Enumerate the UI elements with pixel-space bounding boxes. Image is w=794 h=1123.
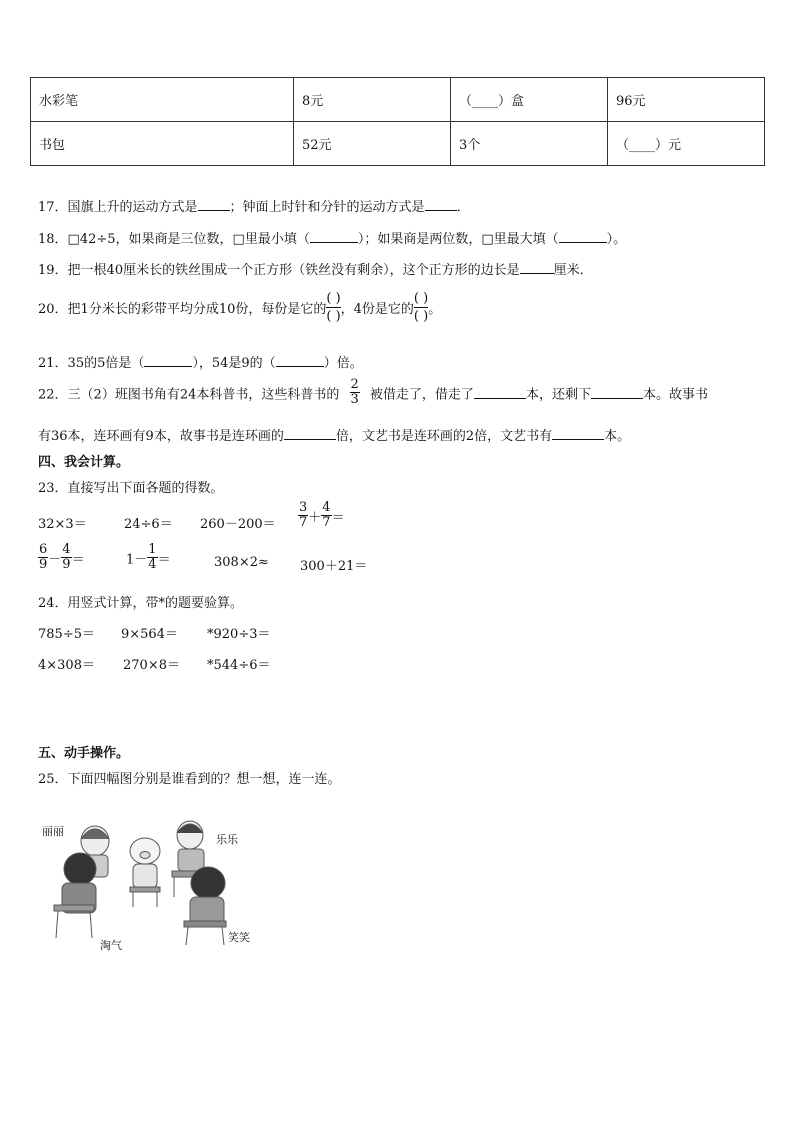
q18-text-b: ）；如果商是两位数，□里最大填（ (357, 232, 559, 247)
q20-text-a: 20．把1分米长的彩带平均分成10份，每份是它的 (38, 302, 327, 317)
question-19 (38, 259, 593, 278)
table-row (31, 122, 765, 166)
question-22-line1 (38, 378, 708, 408)
table-cell: 3个 (451, 122, 608, 166)
q17-text-a: 17．国旗上升的运动方式是 (38, 200, 198, 215)
question-21 (38, 352, 363, 371)
q22-text-d: 本。故事书 (642, 387, 708, 403)
calc-item: *920÷3＝ (207, 627, 271, 642)
q17-text-c: ． (456, 200, 470, 215)
q23-title: 23．直接写出下面各题的得数。 (38, 481, 224, 496)
q25-title: 25．下面四幅图分别是谁看到的？想一想，连一连。 (38, 772, 341, 787)
q18-text-a: 18．□42÷5，如果商是三位数，□里最小填（ (38, 232, 310, 247)
label-lili: 丽丽 (42, 825, 64, 838)
table-cell: 96元 (608, 78, 765, 122)
answer-blank[interactable] (284, 427, 336, 440)
answer-fraction[interactable]: ( ) ( ) (326, 291, 341, 324)
calc-item: 300＋21＝ (300, 559, 368, 574)
answer-blank[interactable] (474, 386, 526, 399)
label-taoqi: 淘气 (100, 939, 122, 952)
q19-text-b: 厘米． (553, 263, 593, 278)
calc-item: 9×564＝ (121, 627, 178, 642)
children-around-pig-illustration (40, 813, 250, 953)
q18-text-c: ）。 (606, 232, 627, 247)
q20-text-c: 。 (428, 302, 442, 317)
calc-fraction-sum: $\frac{3}{7}$ ＋ $\frac{4}{7}$ ＝ (299, 500, 345, 531)
table-cell: 8元 (294, 78, 451, 122)
question-20 (38, 292, 441, 323)
table-row (31, 78, 765, 122)
calc-item: 785÷5＝ (38, 627, 95, 642)
calc-fraction-diff: $\frac{6}{9}$ － $\frac{4}{9}$ ＝ (39, 542, 85, 573)
table-cell: 水彩笔 (31, 78, 294, 122)
q21-text-a: 21．35的5倍是（ (38, 356, 145, 371)
q24-title: 24．用竖式计算，带*的题要验算。 (38, 596, 244, 611)
calc-item: 24÷6＝ (124, 517, 173, 532)
question-18 (38, 228, 626, 247)
price-table (30, 77, 765, 166)
q20-text-b: ，4份是它的 (340, 302, 414, 317)
calc-item: *544÷6＝ (207, 658, 271, 673)
answer-blank[interactable] (198, 198, 230, 211)
table-cell: 52元 (294, 122, 451, 166)
question-22-line2 (38, 425, 630, 444)
section-heading: 五、动手操作。 (38, 746, 130, 761)
label-xiaoxiao: 笑笑 (228, 931, 250, 944)
q21-text-b: ），54是9的（ (192, 356, 276, 371)
q22-text-c: 本，还剩下 (525, 387, 591, 403)
table-cell: （____）盒 (451, 78, 608, 122)
answer-blank[interactable] (591, 386, 643, 399)
q22-text-e: 有36本，连环画有9本，故事书是连环画的 (38, 429, 284, 444)
calc-item: 4×308＝ (38, 658, 95, 673)
table-cell: （____）元 (608, 122, 765, 166)
question-17 (38, 196, 470, 215)
answer-blank[interactable] (552, 427, 604, 440)
table-cell: 书包 (31, 122, 294, 166)
q22-text-b: 被借走了，借走了 (369, 387, 474, 403)
calc-fraction-one-minus: 1－ $\frac{1}{4}$ ＝ (126, 542, 171, 573)
answer-blank[interactable] (425, 198, 457, 211)
answer-blank[interactable] (310, 230, 358, 243)
q19-text-a: 19．把一根40厘米长的铁丝围成一个正方形（铁丝没有剩余），这个正方形的边长是 (38, 263, 520, 278)
calc-item: 270×8＝ (123, 658, 180, 673)
section-heading: 四、我会计算。 (38, 455, 130, 470)
answer-blank[interactable] (520, 261, 554, 274)
answer-blank[interactable] (276, 354, 324, 367)
calc-item: 260－200＝ (200, 517, 276, 532)
q22-text-f: 倍，文艺书是连环画的2倍，文艺书有 (335, 429, 553, 444)
q17-text-b: ；钟面上时针和分针的运动方式是 (229, 200, 425, 215)
q22-text-g: 本。 (604, 429, 631, 444)
calc-item: 308×2≈ (214, 555, 269, 570)
answer-blank[interactable] (559, 230, 607, 243)
label-lele: 乐乐 (216, 833, 238, 846)
answer-blank[interactable] (144, 354, 192, 367)
q22-text-a: 22．三（2）班图书角有24本科普书，这些科普书的 (38, 387, 340, 403)
q21-text-c: ）倍。 (323, 356, 363, 371)
answer-fraction[interactable]: ( ) ( ) (413, 291, 429, 324)
calc-item: 32×3＝ (38, 517, 87, 532)
fraction-two-thirds: $\frac{2}{3}$ (350, 377, 359, 408)
